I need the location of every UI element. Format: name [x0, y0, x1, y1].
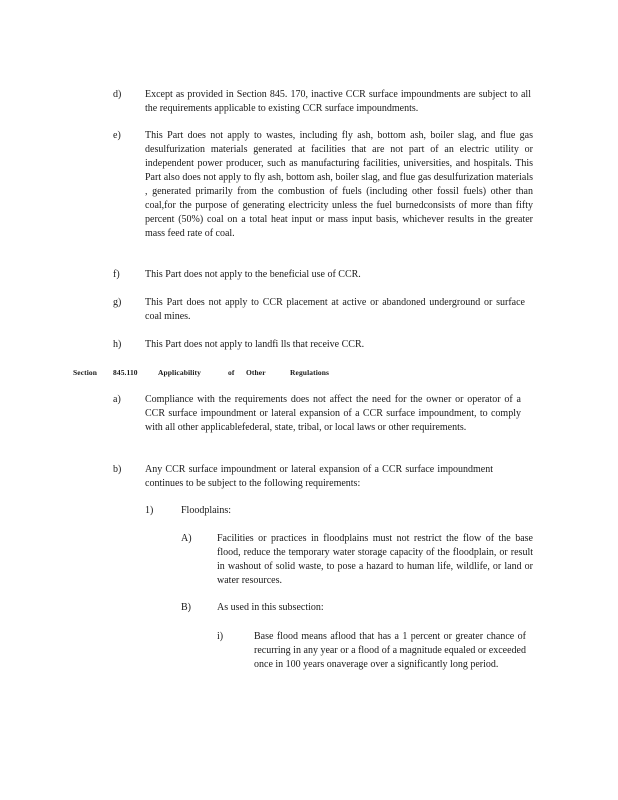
subsection-b-1-B-i-text: Base flood means aflood that has a 1 percent or greater chance of recurring in any year or a flood of a magnitude equaled or exceeded once in 100 years onaverage over a significantly long period.	[254, 631, 526, 670]
subsection-b-1-B-i-label: i)	[217, 631, 224, 642]
paragraph-d-label: d)	[113, 89, 122, 100]
paragraph-e-label: e)	[113, 130, 121, 141]
paragraph-d-text: Except as provided in Section 845. 170, inactive CCR surface impoundments are subject to all the requirements applicable to existing CCR surface impoundments.	[145, 89, 531, 114]
paragraph-h-label: h)	[113, 339, 122, 350]
section-title-word-1: Applicability	[158, 368, 201, 377]
subsection-b-1-text: Floodplains:	[181, 505, 232, 516]
subsection-a-text: Compliance with the requirements does not affect the need for the owner or operator of a CCR surface impoundment or lateral expansion of a CCR surface impoundment, to comply with all other applicablefederal, state, tribal, or local laws or other requirements.	[145, 394, 521, 433]
section-title-word-2: of	[228, 368, 235, 377]
subsection-b-1-A-label: A)	[181, 533, 192, 544]
section-title-word-4: Regulations	[290, 368, 330, 377]
section-number: 845.110	[113, 368, 138, 377]
subsection-a-label: a)	[113, 394, 121, 405]
subsection-b-1-B-text: As used in this subsection:	[217, 602, 324, 613]
paragraph-e-text: This Part does not apply to wastes, including fly ash, bottom ash, boiler slag, and flue gas desulfurization materials generated at facilities that are not part of an electric utility or independent power producer, such as manufacturing facilities, universities, and hospitals. This Part also does not apply to fly ash, bottom ash, boiler slag, and flue gas desulfurization materials , generated primarily from the combustion of fuels (including other fossil fuels) other than coal,for the purpose of generating electricity unless the fuel burnedconsists of more than fifty percent (50%) coal on a total heat input or mass input basis, whichever results in the greater mass feed rate of coal.	[145, 130, 533, 239]
section-title-word-3: Other	[246, 368, 266, 377]
subsection-b-1-A-text: Facilities or practices in floodplains must not restrict the flow of the base flood, reduce the temporary water storage capacity of the floodplain, or result in washout of solid waste, to pose a hazard to human life, wildlife, or land or water resources.	[217, 533, 533, 586]
section-word: Section	[73, 368, 98, 377]
paragraph-f-text: This Part does not apply to the beneficial use of CCR.	[145, 269, 361, 280]
subsection-b-1-label: 1)	[145, 505, 154, 516]
subsection-b-1-B-label: B)	[181, 602, 191, 613]
paragraph-f-label: f)	[113, 269, 120, 280]
subsection-b-label: b)	[113, 464, 122, 475]
paragraph-h-text: This Part does not apply to landfi lls that receive CCR.	[145, 339, 365, 350]
paragraph-g-text: This Part does not apply to CCR placement at active or abandoned underground or surface coal mines.	[145, 297, 525, 322]
subsection-b-text: Any CCR surface impoundment or lateral expansion of a CCR surface impoundment continues to be subject to the following requirements:	[145, 464, 493, 489]
paragraph-g-label: g)	[113, 297, 122, 308]
